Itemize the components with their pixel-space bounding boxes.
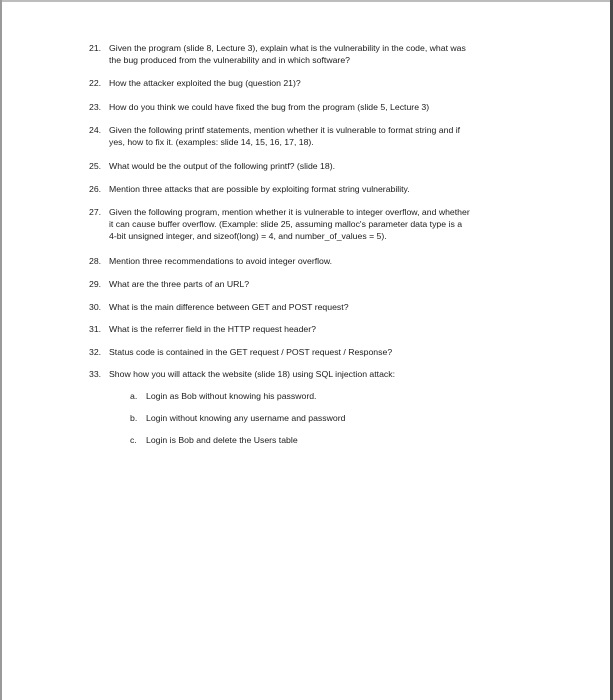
question-27 — [89, 206, 559, 242]
subitem-text: Login as Bob without knowing his password. — [146, 391, 317, 401]
question-22 — [89, 77, 559, 89]
question-text-line: Status code is contained in the GET request / POST request / Response? — [109, 347, 393, 357]
question-text-line: Given the following program, mention whether it is vulnerable to integer overflow, and whether — [109, 207, 470, 217]
subitem-text: Login is Bob and delete the Users table — [146, 435, 298, 445]
question-29 — [89, 278, 559, 290]
question-text-line: Mention three attacks that are possible by exploiting format string vulnerability. — [109, 184, 410, 194]
question-25 — [89, 160, 559, 172]
question-text-line: Given the program (slide 8, Lecture 3), explain what is the vulnerability in the code, what was — [109, 43, 466, 53]
question-text-line: How the attacker exploited the bug (question 21)? — [109, 78, 301, 88]
question-30 — [89, 301, 559, 313]
question-number: 21. — [89, 43, 102, 53]
question-text-line: the bug produced from the vulnerability and in which software? — [109, 55, 350, 65]
subitem-a — [130, 390, 316, 402]
question-32 — [89, 346, 559, 358]
question-24 — [89, 124, 559, 148]
question-33 — [89, 368, 559, 380]
question-number: 32. — [89, 347, 102, 357]
question-28 — [89, 255, 559, 267]
question-text-line: Show how you will attack the website (slide 18) using SQL injection attack: — [109, 369, 396, 379]
question-text-line: it can cause buffer overflow. (Example: slide 25, assuming malloc's parameter data type is a — [109, 219, 463, 229]
question-text-line: What is the main difference between GET and POST request? — [109, 302, 349, 312]
subitem-letter: a. — [130, 391, 138, 401]
question-number: 22. — [89, 78, 102, 88]
question-number: 30. — [89, 302, 102, 312]
question-number: 33. — [89, 369, 102, 379]
question-23 — [89, 101, 559, 113]
question-text-line: What are the three parts of an URL? — [109, 279, 250, 289]
question-21 — [89, 42, 559, 66]
page-left-edge — [0, 0, 2, 700]
question-number: 24. — [89, 125, 102, 135]
question-number: 23. — [89, 102, 102, 112]
subitem-letter: c. — [130, 435, 137, 445]
question-text-line: yes, how to fix it. (examples: slide 14, 15, 16, 17, 18). — [109, 137, 314, 147]
question-number: 25. — [89, 161, 102, 171]
question-number: 26. — [89, 184, 102, 194]
question-text-line: Given the following printf statements, mention whether it is vulnerable to format string and if — [109, 125, 461, 135]
question-text-line: Mention three recommendations to avoid integer overflow. — [109, 256, 333, 266]
question-number: 28. — [89, 256, 102, 266]
question-text-line: 4-bit unsigned integer, and sizeof(long) = 4, and number_of_values = 5). — [109, 231, 387, 241]
question-number: 29. — [89, 279, 102, 289]
question-31 — [89, 323, 559, 335]
subitem-c — [130, 434, 298, 446]
subitem-b — [130, 412, 345, 424]
subitem-letter: b. — [130, 413, 138, 423]
question-number: 31. — [89, 324, 102, 334]
page-top-edge — [0, 0, 613, 2]
question-26 — [89, 183, 559, 195]
question-text-line: What would be the output of the following printf? (slide 18). — [109, 161, 336, 171]
subitem-text: Login without knowing any username and password — [146, 413, 346, 423]
question-number: 27. — [89, 207, 102, 217]
question-text-line: How do you think we could have fixed the bug from the program (slide 5, Lecture 3) — [109, 102, 430, 112]
question-text-line: What is the referrer field in the HTTP request header? — [109, 324, 316, 334]
